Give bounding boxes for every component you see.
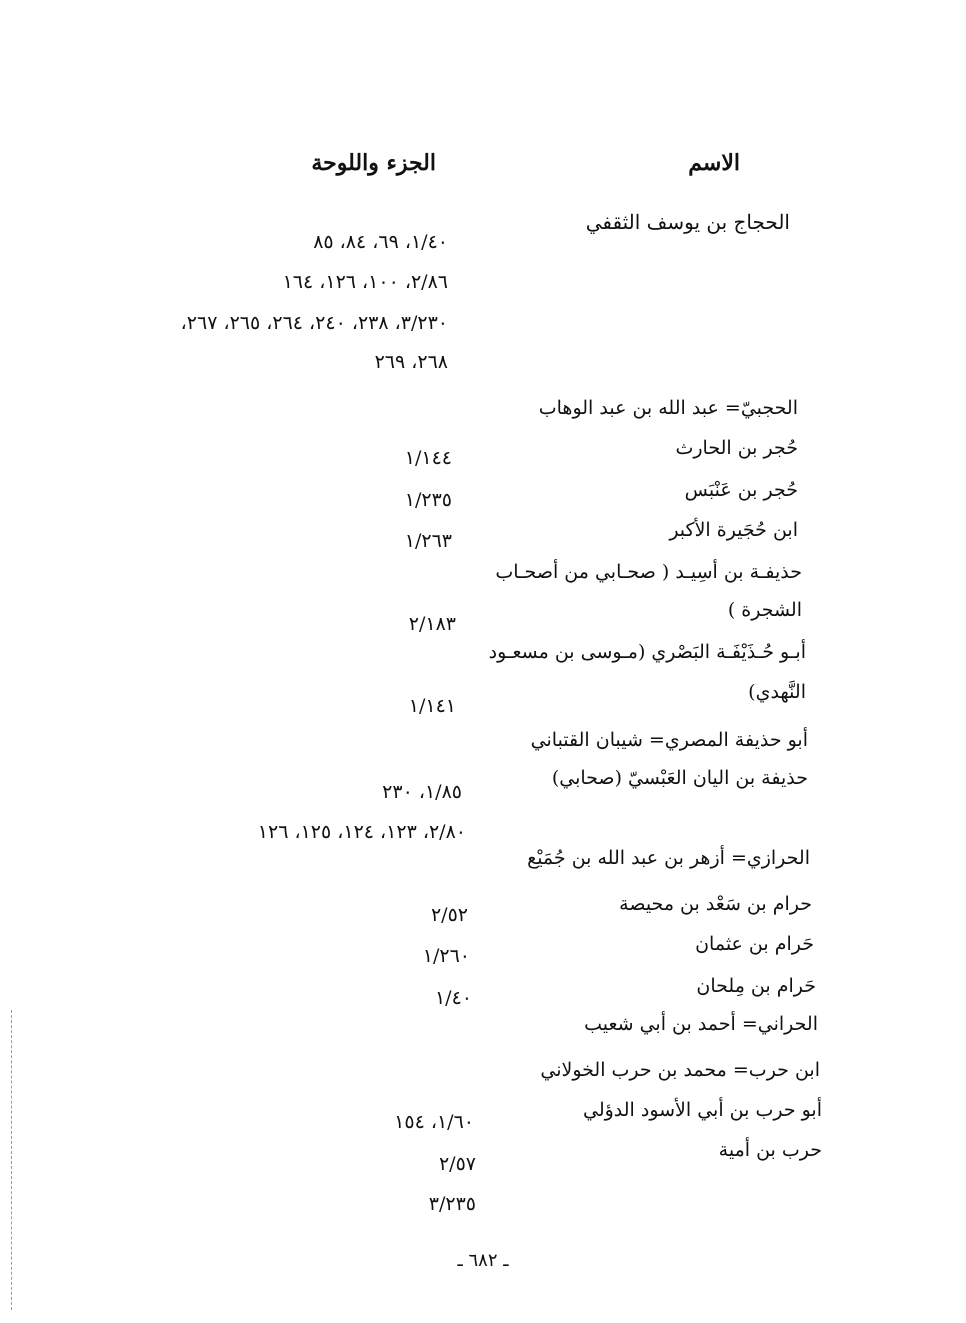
- entry-name: حُجر بن الحارث: [675, 437, 798, 459]
- entry-ref: ٢/٥٧: [438, 1153, 476, 1175]
- column-header-volume-plate: الجزء واللوحة: [311, 150, 436, 176]
- entry-ref: ١/٢٣٥: [404, 489, 452, 511]
- entry-ref: ١/١٤٤: [404, 447, 452, 469]
- entry-name: حَرام بن عثمان: [695, 933, 814, 955]
- entry-name: الحجبيّ= عبد الله بن عبد الوهاب: [538, 397, 798, 419]
- entry-ref: ١/٤٠: [434, 987, 472, 1009]
- entry-name: الحراني= أحمد بن أبي شعيب: [584, 1013, 818, 1035]
- entry-name: أبو حذيفة المصري= شيبان القتباني: [530, 729, 808, 751]
- entry-ref: ١/٢٦٠: [422, 945, 470, 967]
- entry-ref: ١/٤٠، ٦٩، ٨٤، ٨٥: [313, 231, 448, 253]
- entry-ref: ٢/١٨٣: [408, 613, 456, 635]
- entry-ref: ٢/٨٦، ١٠٠، ١٢٦، ١٦٤: [282, 271, 448, 293]
- entry-ref: ١/٢٦٣: [404, 530, 452, 552]
- entry-name: أبو حرب بن أبي الأسود الدؤلي: [582, 1099, 822, 1121]
- entry-name: الحرازي= أزهر بن عبد الله بن جُمَيْع: [527, 847, 810, 869]
- entry-ref: ٢/٥٢: [430, 904, 468, 926]
- entry-name: حَرام بن مِلحان: [696, 975, 816, 997]
- entry-name: حُجر بن عَنْبَس: [684, 479, 798, 501]
- entry-ref: ١/٦٠، ١٥٤: [394, 1111, 474, 1133]
- entry-ref: ٣/٢٣٥: [428, 1193, 476, 1215]
- entry-ref: ٢/٨٠، ١٢٣، ١٢٤، ١٢٥، ١٢٦: [257, 821, 466, 843]
- entry-ref: ١/١٤١: [408, 695, 456, 717]
- entry-name: الحجاج بن يوسف الثقفي: [585, 210, 790, 234]
- entry-name: ابن حُجَيرة الأكبر: [669, 519, 798, 541]
- entry-name: حذيفـة بن أسِيـد ( صحـابي من أصحـاب: [495, 561, 802, 583]
- entry-name: حرام بن سَعْد بن محيصة: [619, 893, 812, 915]
- entry-ref: ٢٦٨، ٢٦٩: [374, 351, 448, 373]
- entry-name: حرب بن أمية: [718, 1139, 822, 1161]
- entry-ref: ١/٨٥، ٢٣٠: [382, 781, 462, 803]
- entry-name: حذيفة بن اليان العَبْسيّ (صحابي): [551, 767, 808, 789]
- column-header-name: الاسم: [688, 150, 740, 176]
- entry-name-continuation: النَّهدي): [748, 681, 806, 703]
- entry-ref: ٣/٢٣٠، ٢٣٨، ٢٤٠، ٢٦٤، ٢٦٥، ٢٦٧،: [180, 312, 448, 334]
- entry-name: ابن حرب= محمد بن حرب الخولاني: [540, 1059, 820, 1081]
- entry-name: أبـو حُـذَيْفَـة البَصْري (مـوسى بن مسعـود: [488, 641, 806, 663]
- page-number: ـ ٦٨٢ ـ: [457, 1250, 509, 1271]
- entry-name-continuation: الشجرة ): [727, 599, 802, 621]
